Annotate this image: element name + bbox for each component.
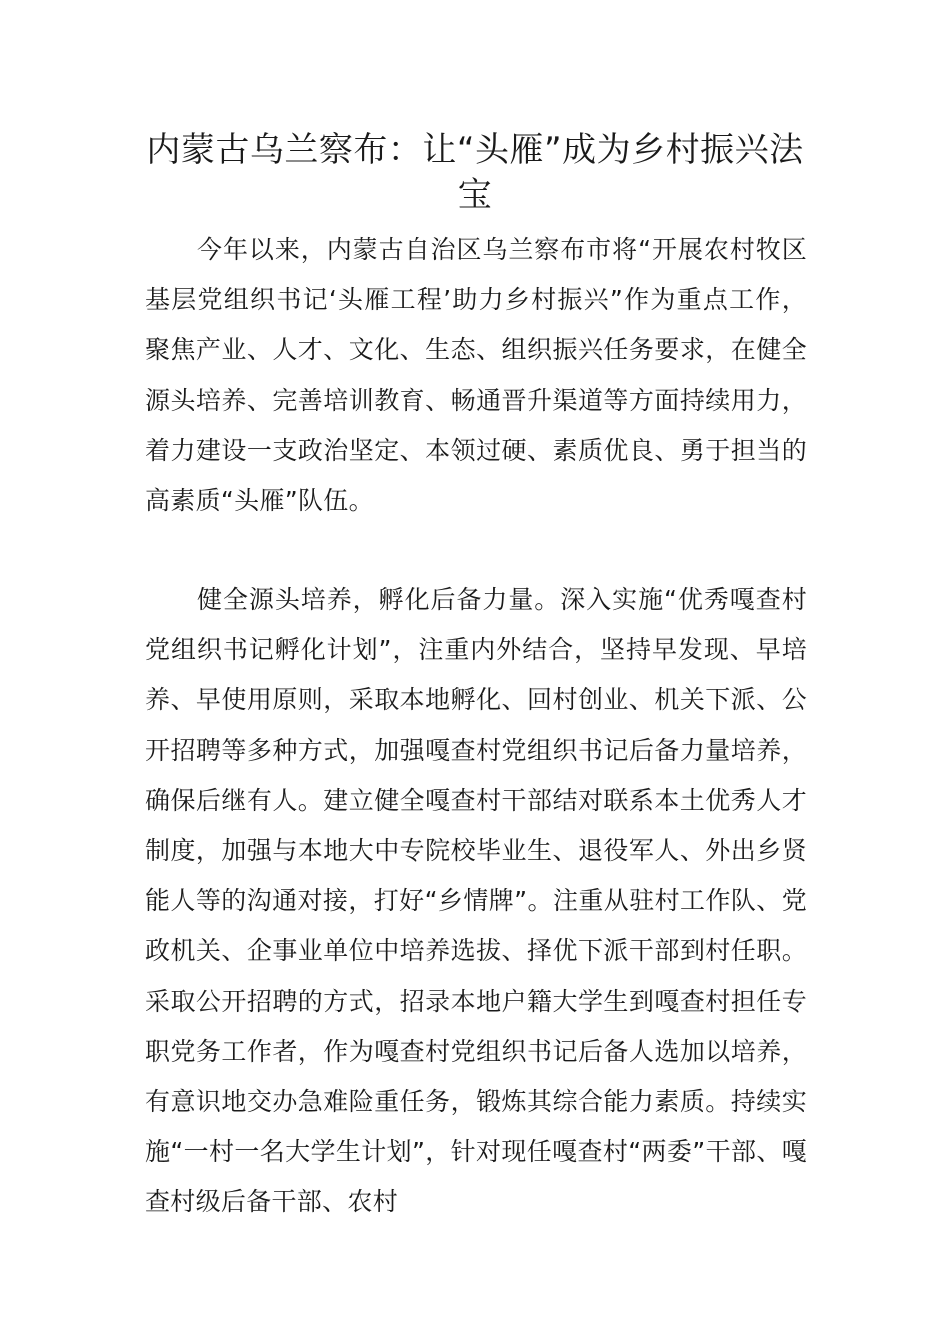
paragraph-intro: 今年以来，内蒙古自治区乌兰察布市将“开展农村牧区基层党组织书记‘头雁工程’助力乡村振兴”作为重点工作，聚焦产业、人才、文化、生态、组织振兴任务要求，在健全源头培养、完善培训教育、畅通晋升渠道等方面持续用力，着力建设一支政治坚定、本领过硬、素质优良、勇于担当的高素质“头雁”队伍。	[145, 235, 807, 516]
paragraph-source-training: 健全源头培养，孵化后备力量。深入实施“优秀嘎查村党组织书记孵化计划”，注重内外结合，坚持早发现、早培养、早使用原则，采取本地孵化、回村创业、机关下派、公开招聘等多种方式，加强嘎查村党组织书记后备力量培养，确保后继有人。建立健全嘎查村干部结对联系本土优秀人才制度，加强与本地大中专院校毕业生、退役军人、外出乡贤能人等的沟通对接，打好“乡情牌”。注重从驻村工作队、党政机关、企事业单位中培养选拔、择优下派干部到村任职。采取公开招聘的方式，招录本地户籍大学生到嘎查村担任专职党务工作者，作为嘎查村党组织书记后备人选加以培养，有意识地交办急难险重任务，锻炼其综合能力素质。持续实施“一村一名大学生计划”，针对现任嘎查村“两委”干部、嘎查村级后备干部、农村	[145, 585, 807, 1217]
document-title: 内蒙古乌兰察布：让“头雁”成为乡村振兴法宝	[146, 130, 804, 215]
